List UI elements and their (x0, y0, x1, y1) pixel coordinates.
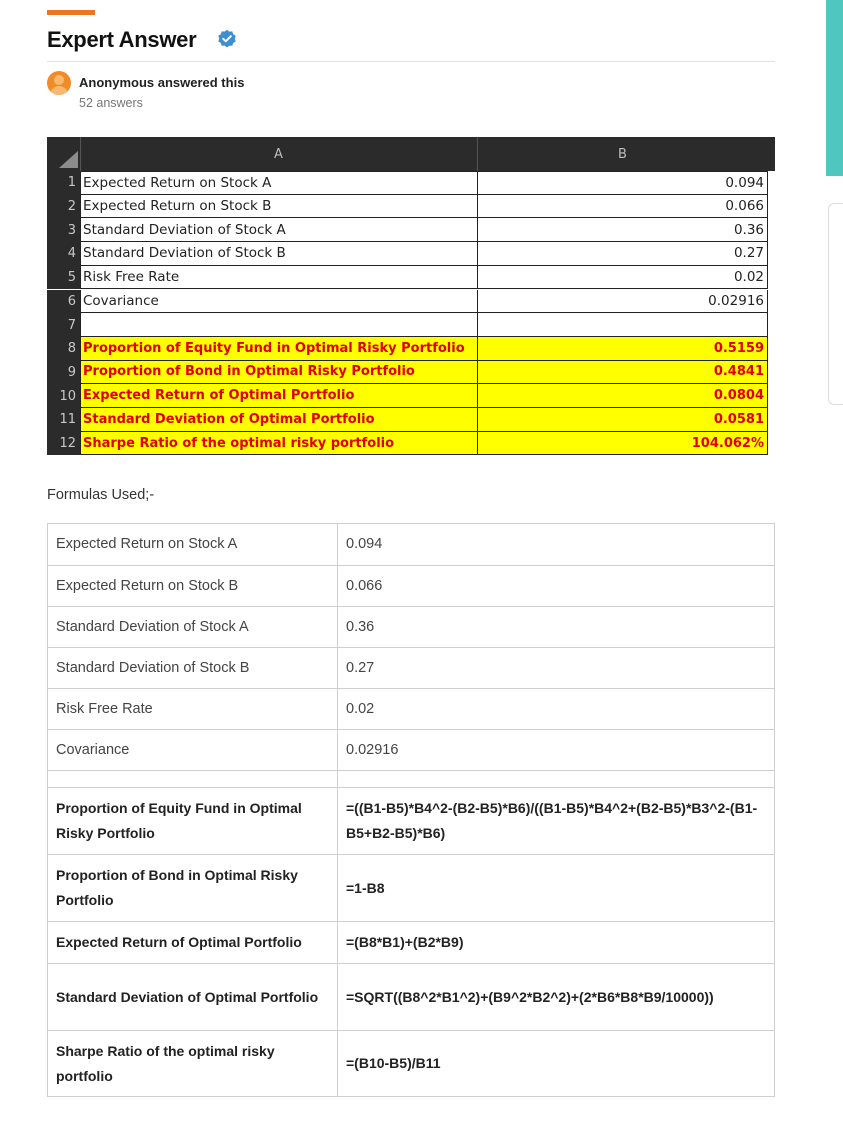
table-row-empty (48, 770, 774, 787)
row-number: 9 (47, 361, 80, 385)
table-row (48, 524, 774, 565)
row-number: 3 (47, 218, 80, 242)
cell-value: 0.066 (477, 195, 768, 219)
select-all-corner-icon (59, 151, 78, 168)
top-accent-bar (47, 10, 95, 15)
cell-value: 0.0804 (477, 384, 768, 408)
spreadsheet-image (47, 137, 775, 457)
table-cell-label: Standard Deviation of Stock B (48, 648, 338, 688)
row-number: 7 (47, 313, 80, 337)
author-line: Anonymous answered this (79, 75, 245, 90)
table-cell-value: 0.36 (346, 618, 375, 635)
table-cell-value: 0.02 (346, 700, 375, 717)
table-cell-value: 0.02916 (346, 741, 399, 758)
cell-value: 0.4841 (477, 361, 768, 385)
row-number: 4 (47, 242, 80, 266)
cell-label: Sharpe Ratio of the optimal risky portfolio (80, 432, 477, 456)
table-row (48, 729, 774, 770)
row-number: 11 (47, 408, 80, 432)
cell-label: Standard Deviation of Stock A (80, 218, 477, 242)
table-cell-value: 0.094 (346, 536, 383, 552)
cell-value: 0.0581 (477, 408, 768, 432)
page-title: Expert Answer (47, 27, 197, 52)
table-row (48, 1030, 774, 1096)
cell-label: Standard Deviation of Stock B (80, 242, 477, 266)
cell-value: 0.27 (477, 242, 768, 266)
table-cell-value: =SQRT((B8^2*B1^2)+(B9^2*B2^2)+(2*B6*B8*B9/10000)) (346, 988, 714, 1005)
table-cell-label: Expected Return of Optimal Portfolio (48, 922, 338, 963)
cell-label: Standard Deviation of Optimal Portfolio (80, 408, 477, 432)
row-number: 10 (47, 384, 80, 408)
spreadsheet-row (47, 266, 775, 290)
spreadsheet-row (47, 171, 775, 195)
cell-value: 104.062% (477, 432, 768, 456)
avatar-body-shape (50, 86, 68, 95)
table-cell-label (48, 771, 338, 787)
spreadsheet-row (47, 218, 775, 242)
spreadsheet-row (47, 313, 775, 337)
cell-label: Expected Return on Stock B (80, 195, 477, 219)
table-cell-label: Expected Return on Stock B (48, 566, 338, 606)
table-row (48, 606, 774, 647)
table-row (48, 647, 774, 688)
table-cell-label: Standard Deviation of Stock A (48, 607, 338, 647)
table-cell-value: 0.066 (346, 577, 383, 594)
table-cell-value: =((B1-B5)*B4^2-(B2-B5)*B6)/((B1-B5)*B4^2+(B2-B5)*B3^2-(B1-B5+B2-B5)*B6) (346, 800, 758, 841)
table-cell-label: Proportion of Bond in Optimal Risky Portfolio (48, 855, 338, 921)
table-cell-label: Expected Return on Stock A (48, 524, 338, 565)
title-divider (47, 61, 775, 62)
spreadsheet-header (47, 137, 775, 171)
spreadsheet-row-highlighted (47, 361, 775, 385)
table-cell-label: Risk Free Rate (48, 689, 338, 729)
spreadsheet-row-highlighted (47, 384, 775, 408)
cell-value: 0.5159 (477, 337, 768, 361)
side-accent-panel (826, 0, 843, 176)
row-number: 6 (47, 290, 80, 314)
table-row (48, 854, 774, 921)
formulas-heading: Formulas Used;- (47, 487, 155, 503)
formulas-table (47, 523, 775, 1097)
cell-value: 0.02916 (477, 290, 768, 314)
cell-label (80, 313, 477, 337)
table-row (48, 565, 774, 606)
table-cell-label: Covariance (48, 730, 338, 770)
avatar[interactable] (47, 71, 71, 95)
spreadsheet-row-highlighted (47, 432, 775, 456)
table-cell-value: =(B10-B5)/B11 (346, 1055, 441, 1071)
answer-count: 52 answers (79, 96, 143, 110)
verified-badge-icon (217, 29, 237, 49)
table-row (48, 787, 774, 854)
row-number: 12 (47, 432, 80, 456)
column-b-header: B (618, 146, 627, 162)
cell-value (477, 313, 768, 337)
table-cell-value: =(B8*B1)+(B2*B9) (346, 934, 464, 950)
table-cell-label: Proportion of Equity Fund in Optimal Risky Portfolio (48, 788, 338, 854)
spreadsheet-row (47, 242, 775, 266)
cell-label: Covariance (80, 290, 477, 314)
cell-value: 0.094 (477, 171, 768, 195)
table-cell-value: 0.27 (346, 659, 375, 676)
spreadsheet-row (47, 195, 775, 219)
row-number: 2 (47, 195, 80, 219)
table-cell-label: Sharpe Ratio of the optimal risky portfolio (48, 1031, 338, 1096)
spreadsheet-row-highlighted (47, 408, 775, 432)
column-a-header: A (274, 146, 283, 162)
row-number: 1 (47, 171, 80, 195)
table-cell-label: Standard Deviation of Optimal Portfolio (48, 964, 338, 1030)
cell-label: Proportion of Bond in Optimal Risky Portfolio (80, 361, 477, 385)
row-number: 8 (47, 337, 80, 361)
cell-label: Expected Return of Optimal Portfolio (80, 384, 477, 408)
cell-value: 0.36 (477, 218, 768, 242)
spreadsheet-row (47, 290, 775, 314)
table-cell-value (338, 771, 774, 787)
table-row (48, 921, 774, 963)
avatar-head-shape (54, 75, 64, 85)
table-row (48, 688, 774, 729)
cell-label: Proportion of Equity Fund in Optimal Risky Portfolio (80, 337, 477, 361)
spreadsheet-row-highlighted (47, 337, 775, 361)
row-number: 5 (47, 266, 80, 290)
cell-label: Risk Free Rate (80, 266, 477, 290)
cell-value: 0.02 (477, 266, 768, 290)
cell-label: Expected Return on Stock A (80, 171, 477, 195)
table-row (48, 963, 774, 1030)
side-card (828, 203, 843, 405)
table-cell-value: =1-B8 (346, 879, 385, 896)
